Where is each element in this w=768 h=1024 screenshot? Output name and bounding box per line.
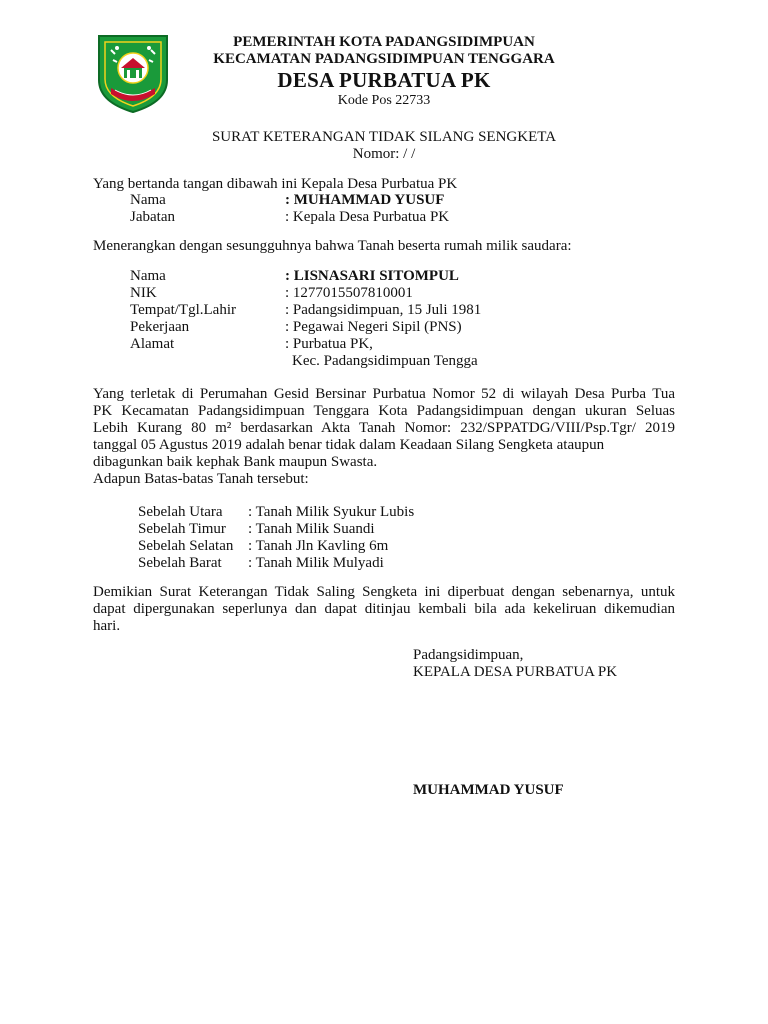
paragraph-line: Yang terletak di Perumahan Gesid Bersinar Purbatua Nomor 52 di wilayah Desa Purba Tua (93, 386, 675, 402)
signatory-value: : MUHAMMAD YUSUF (285, 192, 445, 208)
boundary-value: : Tanah Milik Mulyadi (248, 555, 384, 571)
land-description-paragraph (93, 386, 675, 488)
letter-title: SURAT KETERANGAN TIDAK SILANG SENGKETA (211, 129, 557, 145)
header-district: KECAMATAN PADANGSIDIMPUAN TENGGARA (213, 51, 555, 67)
owner-label: Alamat (130, 336, 175, 352)
signatory-label: Jabatan (130, 209, 175, 225)
signature-place: Padangsidimpuan, (413, 647, 524, 663)
owner-value: : 1277015507810001 (285, 285, 413, 301)
header-postal-code: Kode Pos 22733 (337, 93, 431, 108)
signature-name: MUHAMMAD YUSUF (413, 782, 564, 798)
boundary-value: : Tanah Jln Kavling 6m (248, 538, 389, 554)
paragraph-line: dibagunkan baik kephak Bank maupun Swasta. (93, 454, 378, 470)
intro-text: Yang bertanda tangan dibawah ini Kepala Desa Purbatua PK (93, 176, 458, 192)
paragraph-line: hari. (93, 618, 121, 634)
header-government: PEMERINTAH KOTA PADANGSIDIMPUAN (233, 34, 535, 50)
paragraph-line: PK Kecamatan Padangsidimpuan Tenggara Kota Padangsidimpuan dengan ukuran Seluas (93, 403, 675, 419)
signatory-value: : Kepala Desa Purbatua PK (285, 209, 450, 225)
boundary-label: Sebelah Timur (138, 521, 226, 537)
boundary-label: Sebelah Utara (138, 504, 223, 520)
letter-number: Nomor: / / (352, 146, 416, 162)
statement-text: Menerangkan dengan sesungguhnya bahwa Tanah beserta rumah milik saudara: (93, 238, 572, 254)
boundary-label: Sebelah Selatan (138, 538, 234, 554)
owner-label: NIK (130, 285, 157, 301)
owner-value: : Purbatua PK, (285, 336, 373, 352)
owner-label: Pekerjaan (130, 319, 190, 335)
boundary-value: : Tanah Milik Suandi (248, 521, 375, 537)
signatory-label: Nama (130, 192, 166, 208)
closing-paragraph (93, 584, 675, 635)
owner-value: : LISNASARI SITOMPUL (285, 268, 459, 284)
paragraph-line: Demikian Surat Keterangan Tidak Saling Sengketa ini diperbuat dengan sebenarnya, untuk (93, 584, 675, 600)
signature-position: KEPALA DESA PURBATUA PK (413, 664, 618, 680)
owner-address-line2: Kec. Padangsidimpuan Tengga (292, 353, 478, 369)
owner-label: Tempat/Tgl.Lahir (130, 302, 236, 318)
header-village: DESA PURBATUA PK (277, 68, 491, 92)
owner-value: : Pegawai Negeri Sipil (PNS) (285, 319, 462, 335)
owner-value: : Padangsidimpuan, 15 Juli 1981 (285, 302, 482, 318)
boundary-label: Sebelah Barat (138, 555, 222, 571)
owner-label: Nama (130, 268, 166, 284)
paragraph-line: tanggal 05 Agustus 2019 adalah benar tidak dalam Keadaan Silang Sengketa ataupun (93, 437, 605, 453)
paragraph-line: dapat dipergunakan seperlunya dan dapat ditinjau kembali bila ada kekeliruan dikemudian (93, 601, 675, 617)
boundaries-intro: Adapun Batas-batas Tanah tersebut: (93, 471, 309, 487)
boundary-value: : Tanah Milik Syukur Lubis (248, 504, 415, 520)
paragraph-line: Lebih Kurang 80 m² berdasarkan Akta Tanah Nomor: 232/SPPATDG/VIII/Psp.Tgr/ 2019 (93, 420, 675, 436)
